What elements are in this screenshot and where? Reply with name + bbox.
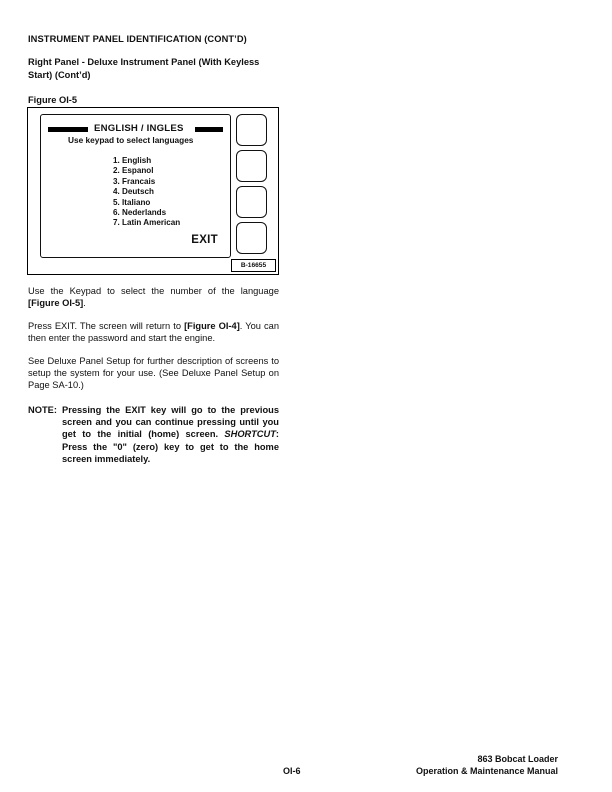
paragraph-text: . You can then enter the password and start the engine. bbox=[28, 321, 279, 344]
language-item: 5. Italiano bbox=[113, 197, 151, 207]
figure-reference: [Figure OI-5] bbox=[28, 298, 84, 309]
paragraph-text: Use the Keypad to select the number of the language bbox=[28, 286, 279, 296]
note-text bbox=[62, 404, 279, 465]
title-bar-right bbox=[195, 127, 223, 132]
screen-title-row bbox=[41, 123, 230, 135]
figure-reference: [Figure OI-4] bbox=[184, 321, 240, 331]
language-item: 4. Deutsch bbox=[113, 187, 154, 197]
paragraph-select-language bbox=[28, 285, 279, 309]
note-label: NOTE: bbox=[28, 405, 57, 415]
paragraph-text: Press EXIT. The screen will return to bbox=[28, 321, 185, 331]
panel-key-2 bbox=[236, 150, 267, 182]
language-item: 3. Francais bbox=[113, 176, 156, 186]
language-item: 7. Latin American bbox=[113, 218, 181, 228]
title-bar-left bbox=[48, 127, 88, 132]
shortcut-text: : Press the "0" (zero) key to get to the home screen immediately. bbox=[62, 429, 279, 464]
figure-id-box: B-16655 bbox=[231, 259, 276, 272]
page-number: OI-6 bbox=[283, 766, 301, 776]
figure-instrument-panel bbox=[27, 107, 279, 275]
panel-key-4 bbox=[236, 222, 267, 254]
language-item: 1. English bbox=[113, 156, 152, 165]
note-block bbox=[28, 404, 279, 465]
panel-key-1 bbox=[236, 114, 267, 146]
panel-key-3 bbox=[236, 186, 267, 218]
exit-label: EXIT bbox=[191, 234, 218, 246]
note-main-text: Pressing the EXIT key will go to the previous screen and you can continue pressing until you get to the initial (home) screen. bbox=[62, 405, 279, 440]
language-item: 6. Nederlands bbox=[113, 208, 167, 218]
footer-line-2: Operation & Maintenance Manual bbox=[415, 766, 558, 776]
display-screen bbox=[40, 114, 231, 258]
shortcut-label: SHORTCUT bbox=[224, 429, 276, 440]
footer-line-1: 863 Bobcat Loader bbox=[477, 754, 558, 764]
language-list bbox=[113, 156, 180, 229]
screen-instruction: Use keypad to select languages bbox=[68, 135, 194, 145]
screen-title: ENGLISH / INGLES bbox=[94, 123, 184, 134]
subsection-heading: Right Panel - Deluxe Instrument Panel (With Keyless Start) (Cont’d) bbox=[28, 57, 260, 80]
paragraph-panel-setup: See Deluxe Panel Setup for further description of screens to setup the system for your use. (See Deluxe Panel Setup on Page SA-10.) bbox=[28, 356, 279, 391]
language-item: 2. Espanol bbox=[113, 166, 154, 176]
section-heading: INSTRUMENT PANEL IDENTIFICATION (CONT’D) bbox=[28, 34, 247, 44]
paragraph-text: . bbox=[83, 298, 86, 309]
footer-title bbox=[416, 753, 558, 777]
figure-label: Figure OI-5 bbox=[28, 95, 78, 105]
paragraph-press-exit bbox=[28, 320, 279, 344]
